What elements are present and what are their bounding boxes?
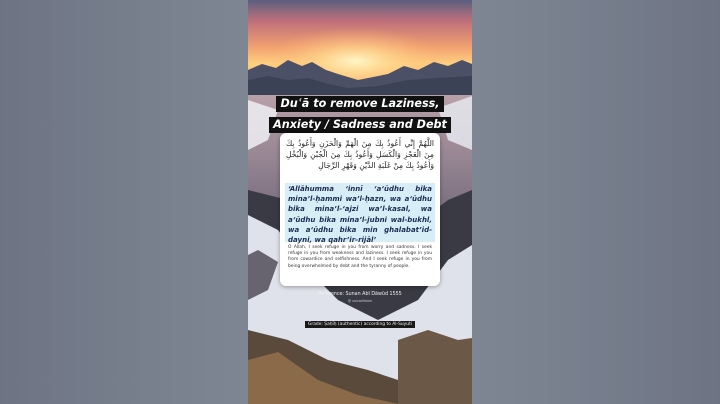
translation-text: O Allah, I seek refuge in you from worry and sadness. I seek refuge in you from weakness and laziness. I seek refuge in you from cowardice and selfishness. And I seek refuge in you from being overwhelmed by debt and the tyranny of people. (288, 245, 432, 269)
title-line-1: Duʿā to remove Laziness, (276, 96, 443, 112)
arabic-text: اللَّهُمَّ إِنِّي أَعُوذُ بِكَ مِنَ الْهَمِّ وَالْحَزَنِ وَأَعُوذُ بِكَ مِنَ الْعَجْزِ وَالْكَسَلِ وَأَعُوذُ بِكَ مِنَ الْجُبْنِ وَالْبُخْلِ وَأَعُوذُ بِكَ مِنْ غَلَبَةِ الدَّيْنِ وَقَهْرِ الرِّجَالِ (286, 139, 434, 170)
reference-text: Reference: Sunan Abī Dāwūd 1555 (318, 292, 402, 297)
video-frame[interactable] (248, 0, 472, 404)
dua-card (280, 133, 440, 286)
left-blur-panel (0, 0, 248, 404)
title (248, 92, 472, 134)
channel-handle: @ voiceofislam (347, 299, 373, 303)
grade-caption: Grade: Ṣaḥīḥ (authentic) according to Al-Suyuti (305, 321, 415, 328)
grade-caption-wrap (248, 310, 472, 329)
right-blur-panel (472, 0, 720, 404)
transliteration-text: ‘Allāhumma ‘innī ‘a‘ūdhu bika mina’l-ḥammi wa’l-ḥazn, wa a‘ūdhu bika mina’l-‘ajzi wa’l-kasal, wa a‘ūdhu bika mina’l-jubni wal-bukhl, wa a‘ūdhu bika min ghalabat’id-dayni, wa qahr’ir-rijāl’ (288, 185, 432, 245)
title-line-2: Anxiety / Sadness and Debt (269, 117, 451, 133)
